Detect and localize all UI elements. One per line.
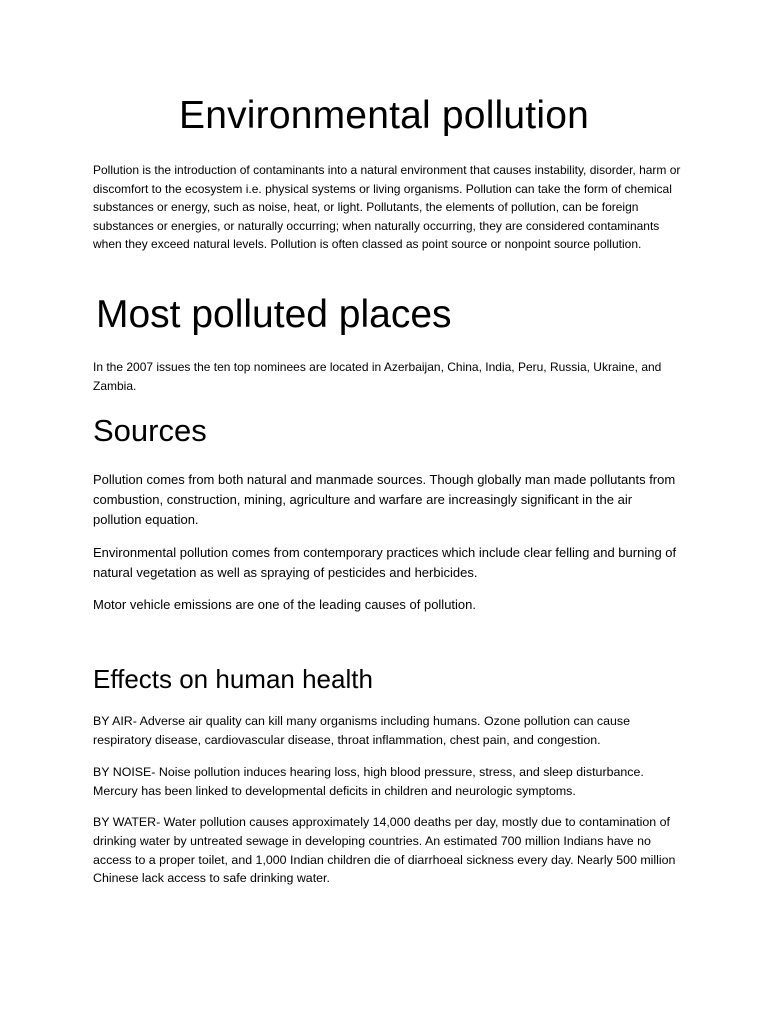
page-title: Environmental pollution [178, 94, 589, 137]
most-polluted-paragraph: In the 2007 issues the ten top nominees are located in Azerbaijan, China, India, Peru, Russia, Ukraine, and Zambia. [93, 360, 662, 393]
effects-air-paragraph: BY AIR- Adverse air quality can kill many organisms including humans. Ozone pollution can cause respiratory disease, cardiovascular disease, throat inflammation, chest pain, and congestion. [93, 714, 630, 747]
sources-heading: Sources [93, 413, 207, 448]
effects-heading: Effects on human health [93, 664, 373, 694]
sources-paragraph-3: Motor vehicle emissions are one of the leading causes of pollution. [93, 597, 476, 612]
intro-paragraph: Pollution is the introduction of contaminants into a natural environment that causes instability, disorder, harm or discomfort to the ecosystem i.e. physical systems or living organisms. Pollution can take the form of chemical substances or energy, such as noise, heat, or light. Pollutants, the elements of pollution, can be foreign substances or energies, or naturally occurring; when naturally occurring, they are considered contaminants when they exceed natural levels. Pollution is often classed as point source or nonpoint source pollution. [93, 163, 681, 252]
effects-noise-paragraph: BY NOISE- Noise pollution induces hearing loss, high blood pressure, stress, and sleep disturbance. Mercury has been linked to developmental deficits in children and neurologic symptoms. [93, 765, 644, 798]
effects-water-paragraph: BY WATER- Water pollution causes approximately 14,000 deaths per day, mostly due to contamination of drinking water by untreated sewage in developing countries. An estimated 700 million Indians have no access to a proper toilet, and 1,000 Indian children die of diarrhoeal sickness every day. Nearly 500 million Chinese lack access to safe drinking water. [93, 815, 676, 886]
sources-paragraph-2: Environmental pollution comes from contemporary practices which include clear felling and burning of natural vegetation as well as spraying of pesticides and herbicides. [93, 545, 677, 580]
most-polluted-heading: Most polluted places [96, 293, 452, 336]
sources-paragraph-1: Pollution comes from both natural and manmade sources. Though globally man made pollutants from combustion, construction, mining, agriculture and warfare are increasingly significant in the air pollution equation. [93, 472, 676, 527]
